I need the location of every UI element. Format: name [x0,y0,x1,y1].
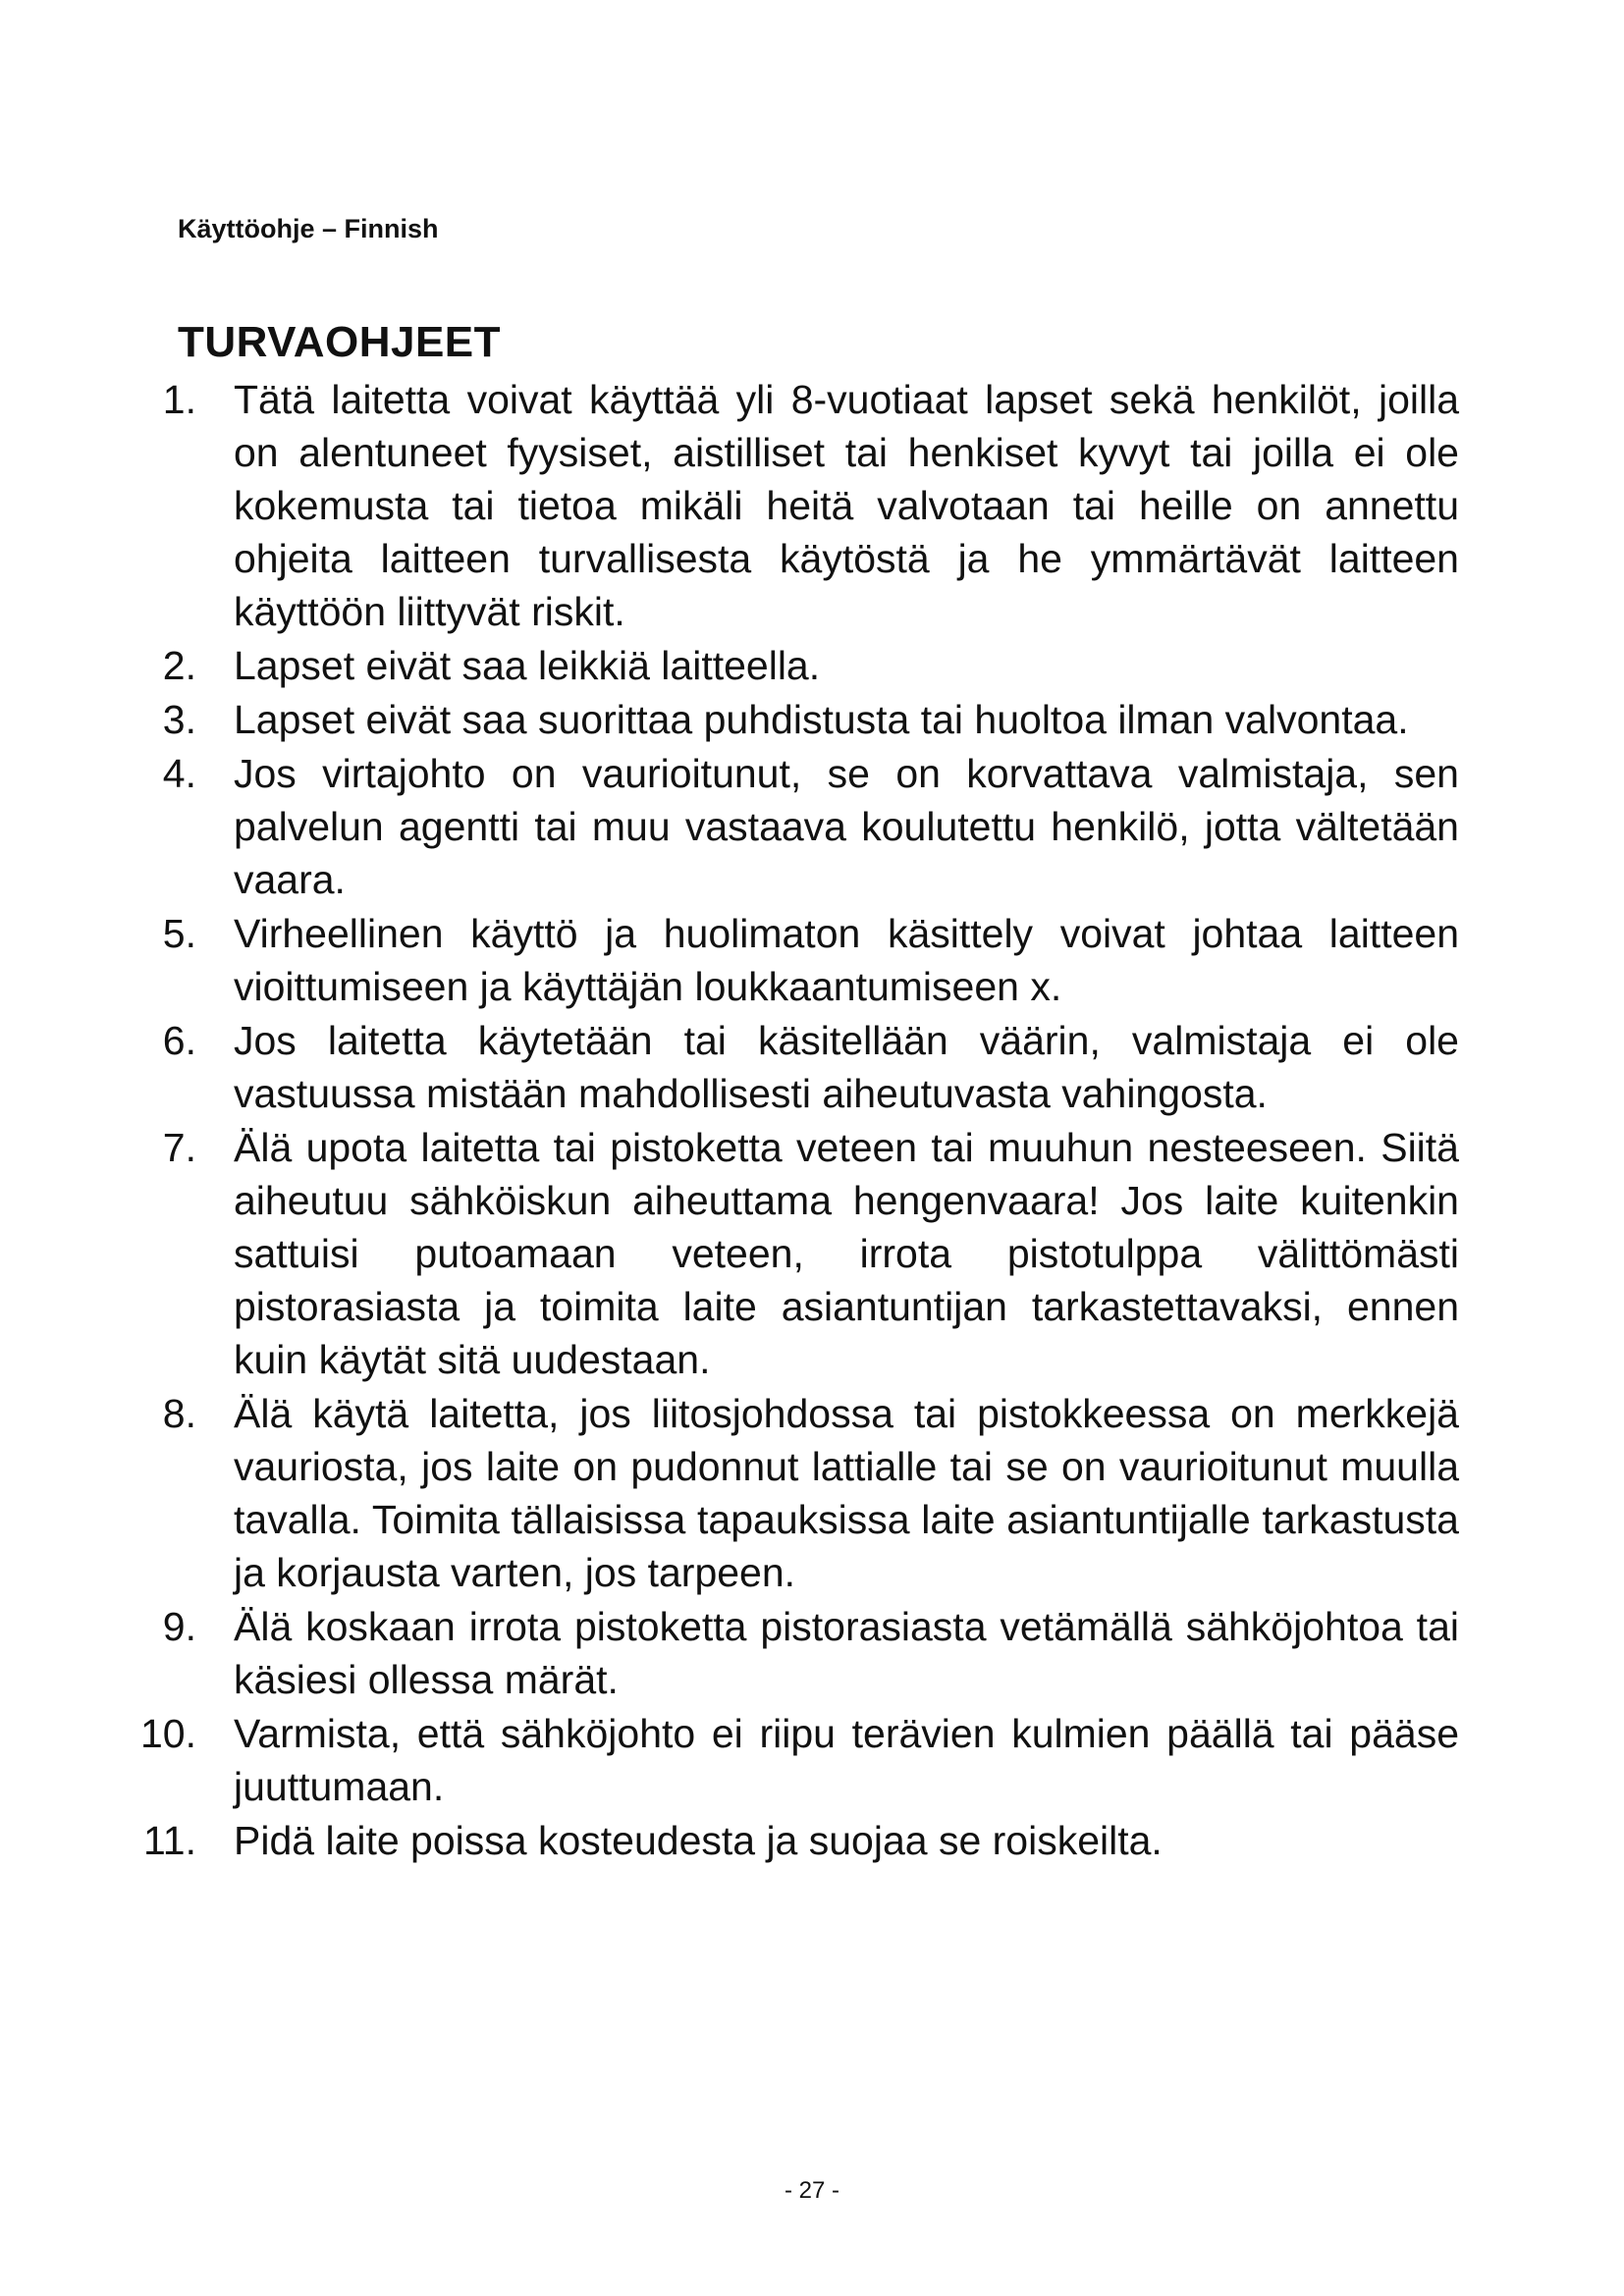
list-item [0,1600,1624,1706]
item-text: Tätä laitetta voivat käyttää yli 8-vuotiaat lapset sekä henkilöt, joilla on alentuneet fyysiset, aistilliset tai henkiset kyvyt tai joilla ei ole kokemusta tai tietoa mikäli heitä valvotaan tai heille on annettu ohjeita laitteen turvallisesta käytöstä ja he ymmärtävät laitteen käyttöön liittyvät riskit. [234,377,1459,634]
item-number: 4. [162,751,196,796]
item-number: 5. [162,911,196,956]
item-text: Älä koskaan irrota pistoketta pistorasiasta vetämällä sähköjohtoa tai käsiesi ollessa märät. [234,1604,1459,1702]
item-text: Jos virtajohto on vaurioitunut, se on korvattava valmistaja, sen palvelun agentti tai muu vastaava koulutettu henkilö, jotta vältetään vaara. [234,751,1459,902]
item-number: 9. [162,1604,196,1649]
item-text: Älä käytä laitetta, jos liitosjohdossa tai pistokkeessa on merkkejä vauriosta, jos laite on pudonnut lattialle tai se on vaurioitunut muulla tavalla. Toimita tällaisissa tapauksissa laite asiantuntijalle tarkastusta ja korjausta varten, jos tarpeen. [234,1391,1459,1595]
list-item [0,1814,1624,1867]
item-number: 7. [162,1125,196,1170]
item-number: 1. [162,377,196,422]
list-item [0,1014,1624,1120]
list-item [0,1707,1624,1813]
item-text: Lapset eivät saa suorittaa puhdistusta tai huoltoa ilman valvontaa. [234,697,1409,742]
page-header: Käyttöohje – Finnish [178,214,439,243]
item-text: Virheellinen käyttö ja huolimaton käsittely voivat johtaa laitteen vioittumiseen ja käyttäjän loukkaantumiseen x. [234,911,1459,1009]
item-text: Pidä laite poissa kosteudesta ja suojaa se roiskeilta. [234,1818,1163,1863]
item-text: Jos laitetta käytetään tai käsitellään väärin, valmistaja ei ole vastuussa mistään mahdollisesti aiheutuvasta vahingosta. [234,1018,1459,1116]
list-item [0,693,1624,746]
item-number: 8. [162,1391,196,1436]
item-text: Älä upota laitetta tai pistoketta veteen tai muuhun nesteeseen. Siitä aiheutuu sähköiskun aiheuttama hengenvaara! Jos laite kuitenkin sattuisi putoamaan veteen, irrota pistotulppa välittömästi pistorasiasta ja toimita laite asiantuntijan tarkastettavaksi, ennen kuin käytät sitä uudestaan. [234,1125,1459,1382]
page-number: - 27 - [784,2177,839,2204]
item-number: 2. [162,643,196,688]
safety-instructions-list [0,373,1624,1868]
list-item [0,907,1624,1013]
item-text: Lapset eivät saa leikkiä laitteella. [234,643,821,688]
item-number: 3. [162,697,196,742]
list-item [0,747,1624,906]
list-item [0,1387,1624,1599]
item-text: Varmista, että sähköjohto ei riipu terävien kulmien päällä tai pääse juuttumaan. [234,1711,1459,1809]
item-number: 10. [140,1711,196,1756]
list-item [0,1121,1624,1386]
section-title: TURVAOHJEET [178,318,502,366]
list-item [0,373,1624,638]
list-item [0,639,1624,692]
item-number: 11. [143,1818,196,1863]
item-number: 6. [162,1018,196,1063]
